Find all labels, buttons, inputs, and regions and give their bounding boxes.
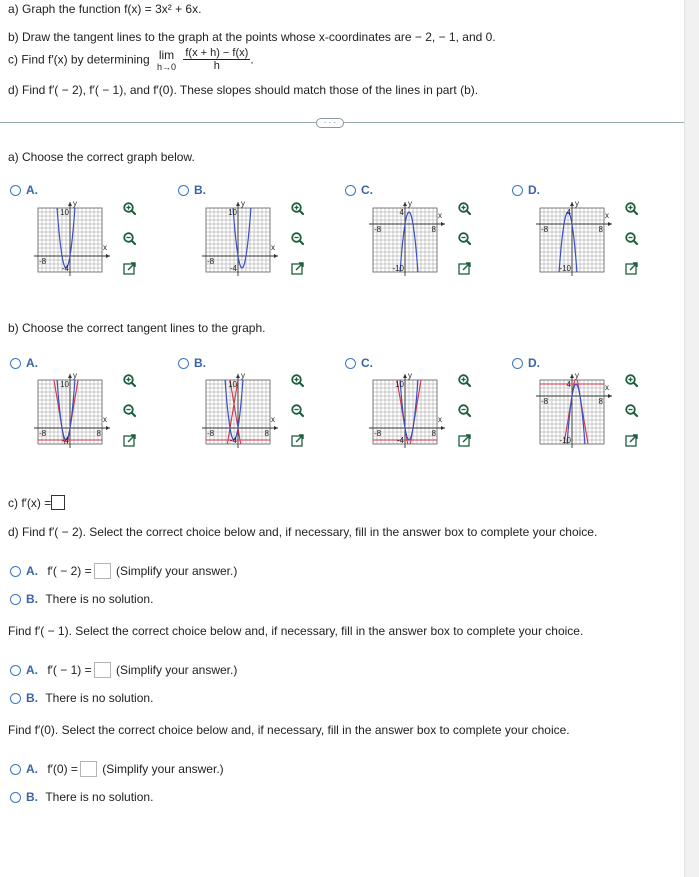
zoom-in-icon[interactable]	[290, 201, 305, 216]
problem-c-text: c) Find f′(x) by determining	[8, 52, 150, 67]
y-min-tick-label: -4	[61, 264, 69, 273]
x-axis-label: x	[271, 415, 275, 424]
y-axis-arrow	[68, 374, 72, 378]
part-b-option-a[interactable]	[10, 356, 38, 370]
zoom-out-icon[interactable]	[122, 403, 137, 418]
d1-answer-box[interactable]	[94, 563, 111, 579]
y-max-tick-label: 10	[228, 380, 237, 389]
y-axis-label: y	[241, 371, 245, 380]
d3-hint: (Simplify your answer.)	[102, 762, 224, 776]
y-axis-arrow	[570, 202, 574, 206]
graph-tools	[122, 201, 140, 291]
y-max-tick-label: 10	[228, 208, 237, 217]
x-min-tick-label: -8	[374, 429, 382, 438]
popout-icon[interactable]	[624, 433, 639, 448]
x-axis-label: x	[605, 383, 609, 392]
problem-part-d: d) Find f′( − 2), f′( − 1), and f′(0). These slopes should match those of the lines in part (b).	[8, 83, 479, 97]
x-axis-label: x	[605, 211, 609, 220]
graph-tools	[457, 201, 475, 291]
popout-icon[interactable]	[290, 261, 305, 276]
popout-icon[interactable]	[122, 261, 137, 276]
d1-option-a[interactable]	[10, 563, 237, 579]
zoom-out-icon[interactable]	[624, 231, 639, 246]
graph-tools	[122, 373, 140, 463]
part-a-option-c[interactable]	[345, 183, 373, 197]
graph-tools	[290, 201, 308, 291]
y-axis-arrow	[68, 202, 72, 206]
y-max-tick-label: 4	[399, 208, 404, 217]
d2-option-b-label: B.	[26, 691, 38, 705]
zoom-out-icon[interactable]	[624, 403, 639, 418]
part-b-radio-a[interactable]	[10, 358, 21, 369]
y-axis-label: y	[241, 199, 245, 208]
d1-option-b-label: B.	[26, 592, 38, 606]
d3-option-a[interactable]	[10, 761, 224, 777]
x-max-tick-label: 8	[598, 225, 603, 234]
zoom-in-icon[interactable]	[457, 373, 472, 388]
zoom-out-icon[interactable]	[290, 403, 305, 418]
d1-option-b[interactable]	[10, 592, 153, 606]
d1-hint: (Simplify your answer.)	[115, 564, 238, 578]
x-axis-arrow	[274, 426, 278, 430]
y-min-tick-label: -4	[396, 436, 404, 445]
zoom-in-icon[interactable]	[624, 373, 639, 388]
graph-tools	[290, 373, 308, 463]
fprime-answer-box[interactable]	[51, 495, 65, 510]
y-axis-arrow	[403, 374, 407, 378]
part-a-graph-c	[365, 198, 455, 288]
zoom-in-icon[interactable]	[122, 201, 137, 216]
y-min-tick-label: -10	[392, 264, 404, 273]
zoom-in-icon[interactable]	[457, 201, 472, 216]
problem-part-c	[8, 47, 254, 81]
problem-part-b: b) Draw the tangent lines to the graph at the points whose x-coordinates are − 2, − 1, and 0.	[8, 30, 496, 44]
part-a-graph-b	[198, 198, 288, 288]
limit-expression	[157, 48, 176, 72]
y-axis-arrow	[236, 374, 240, 378]
part-b-option-d[interactable]	[512, 356, 540, 370]
y-axis-label: y	[575, 199, 579, 208]
part-b-graph-d	[532, 370, 622, 460]
part-a-radio-a[interactable]	[10, 185, 21, 196]
x-max-tick-label: 8	[431, 225, 436, 234]
y-max-tick-label: 10	[60, 208, 69, 217]
x-min-tick-label: -8	[207, 257, 215, 266]
part-a-option-d[interactable]	[512, 183, 540, 197]
part-b-radio-c[interactable]	[345, 358, 356, 369]
d2-radio-b[interactable]	[10, 693, 21, 704]
d2-option-b[interactable]	[10, 691, 153, 705]
y-axis-label: y	[575, 371, 579, 380]
part-a-radio-b[interactable]	[178, 185, 189, 196]
problem-part-a: a) Graph the function f(x) = 3x² + 6x.	[8, 2, 202, 16]
part-b-graph-b	[198, 370, 288, 460]
y-min-tick-label: -10	[559, 436, 571, 445]
limit-word: lim	[158, 47, 175, 62]
fraction-numerator: f(x + h) − f(x)	[185, 47, 249, 59]
x-min-tick-label: -8	[39, 429, 47, 438]
graph-tools	[457, 373, 475, 463]
part-b-option-b[interactable]	[178, 356, 206, 370]
part-b-graph-a	[30, 370, 120, 460]
graph-tools	[624, 373, 642, 463]
option-label: A.	[26, 356, 38, 370]
d3-option-b-text: There is no solution.	[45, 790, 154, 804]
x-min-tick-label: -8	[541, 225, 549, 234]
d3-option-b[interactable]	[10, 790, 153, 804]
fraction-denominator: h	[213, 60, 220, 72]
d1-option-a-label: A.	[26, 564, 38, 578]
option-label: B.	[194, 356, 206, 370]
x-axis-label: x	[271, 243, 275, 252]
x-axis-arrow	[441, 426, 445, 430]
part-a-radio-c[interactable]	[345, 185, 356, 196]
part-d-prompt-3: Find f′(0). Select the correct choice below and, if necessary, fill in the answer box to complete your choice.	[8, 723, 570, 737]
x-axis-label: x	[438, 211, 442, 220]
d1-radio-a[interactable]	[10, 566, 21, 577]
d3-radio-b[interactable]	[10, 792, 21, 803]
zoom-in-icon[interactable]	[122, 373, 137, 388]
zoom-in-icon[interactable]	[290, 373, 305, 388]
part-b-radio-d[interactable]	[512, 358, 523, 369]
d3-option-a-text: f′(0) =	[47, 762, 78, 776]
popout-icon[interactable]	[290, 433, 305, 448]
x-axis-label: x	[103, 243, 107, 252]
scrollbar[interactable]	[684, 0, 699, 877]
part-a-graph-d	[532, 198, 622, 288]
problem-c-period: .	[250, 52, 254, 67]
d3-option-a-label: A.	[26, 762, 38, 776]
part-d-prompt-1: d) Find f′( − 2). Select the correct choice below and, if necessary, fill in the answer box to complete your choice.	[8, 525, 598, 539]
option-label: A.	[26, 183, 38, 197]
x-axis-label: x	[103, 415, 107, 424]
y-max-tick-label: 10	[395, 380, 404, 389]
part-b-radio-b[interactable]	[178, 358, 189, 369]
y-axis-arrow	[403, 202, 407, 206]
d2-option-a-text: f′( − 1) =	[47, 663, 92, 677]
y-axis-arrow	[570, 374, 574, 378]
d2-option-a-label: A.	[26, 663, 38, 677]
x-max-tick-label: 8	[431, 429, 436, 438]
part-b-prompt: b) Choose the correct tangent lines to the graph.	[8, 321, 266, 335]
x-axis-arrow	[106, 426, 110, 430]
graph-tools	[624, 201, 642, 291]
part-d-prompt-2: Find f′( − 1). Select the correct choice below and, if necessary, fill in the answer box to complete your choice.	[8, 624, 584, 638]
d3-option-b-label: B.	[26, 790, 38, 804]
x-max-tick-label: 8	[264, 429, 269, 438]
part-a-option-b[interactable]	[178, 183, 206, 197]
y-max-tick-label: 10	[60, 380, 69, 389]
x-axis-arrow	[106, 254, 110, 258]
part-a-prompt: a) Choose the correct graph below.	[8, 150, 195, 164]
option-label: C.	[361, 356, 373, 370]
x-axis-arrow	[441, 222, 445, 226]
option-label: D.	[528, 356, 540, 370]
y-min-tick-label: -4	[229, 436, 237, 445]
x-axis-arrow	[274, 254, 278, 258]
x-axis-arrow	[608, 394, 612, 398]
zoom-out-icon[interactable]	[457, 403, 472, 418]
zoom-out-icon[interactable]	[290, 231, 305, 246]
x-min-tick-label: -8	[541, 397, 549, 406]
part-c-row	[8, 495, 65, 510]
d1-option-b-text: There is no solution.	[45, 592, 154, 606]
part-b-option-c[interactable]	[345, 356, 373, 370]
part-a-radio-d[interactable]	[512, 185, 523, 196]
x-axis-arrow	[608, 222, 612, 226]
popout-icon[interactable]	[457, 433, 472, 448]
y-axis-label: y	[73, 371, 77, 380]
d1-radio-b[interactable]	[10, 594, 21, 605]
x-axis-label: x	[438, 415, 442, 424]
zoom-in-icon[interactable]	[624, 201, 639, 216]
y-max-tick-label: 4	[566, 380, 571, 389]
y-axis-label: y	[73, 199, 77, 208]
difference-quotient	[183, 47, 250, 72]
x-min-tick-label: -8	[374, 225, 382, 234]
part-a-option-a[interactable]	[10, 183, 38, 197]
y-min-tick-label: -4	[61, 436, 69, 445]
part-c-label: c) f′(x) =	[8, 496, 52, 510]
d2-hint: (Simplify your answer.)	[115, 663, 238, 677]
x-max-tick-label: 8	[96, 429, 101, 438]
d2-option-b-text: There is no solution.	[45, 691, 154, 705]
y-axis-arrow	[236, 202, 240, 206]
y-axis-label: y	[408, 371, 412, 380]
d3-answer-box[interactable]	[80, 761, 97, 777]
popout-icon[interactable]	[624, 261, 639, 276]
y-min-tick-label: -10	[559, 264, 571, 273]
limit-subscript: h→0	[156, 61, 176, 72]
popout-icon[interactable]	[122, 433, 137, 448]
x-max-tick-label: 8	[598, 397, 603, 406]
y-axis-label: y	[408, 199, 412, 208]
d2-answer-box[interactable]	[94, 662, 111, 678]
d2-option-a[interactable]	[10, 662, 237, 678]
part-b-graph-c	[365, 370, 455, 460]
y-max-tick-label: 4	[566, 208, 571, 217]
zoom-out-icon[interactable]	[122, 231, 137, 246]
d1-option-a-text: f′( − 2) =	[47, 564, 92, 578]
d2-radio-a[interactable]	[10, 665, 21, 676]
option-label: C.	[361, 183, 373, 197]
y-min-tick-label: -4	[229, 264, 237, 273]
part-a-graph-a	[30, 198, 120, 288]
option-label: D.	[528, 183, 540, 197]
zoom-out-icon[interactable]	[457, 231, 472, 246]
x-min-tick-label: -8	[207, 429, 215, 438]
option-label: B.	[194, 183, 206, 197]
expand-dots-button[interactable]: · · ·	[316, 118, 344, 128]
d3-radio-a[interactable]	[10, 764, 21, 775]
x-min-tick-label: -8	[39, 257, 47, 266]
popout-icon[interactable]	[457, 261, 472, 276]
